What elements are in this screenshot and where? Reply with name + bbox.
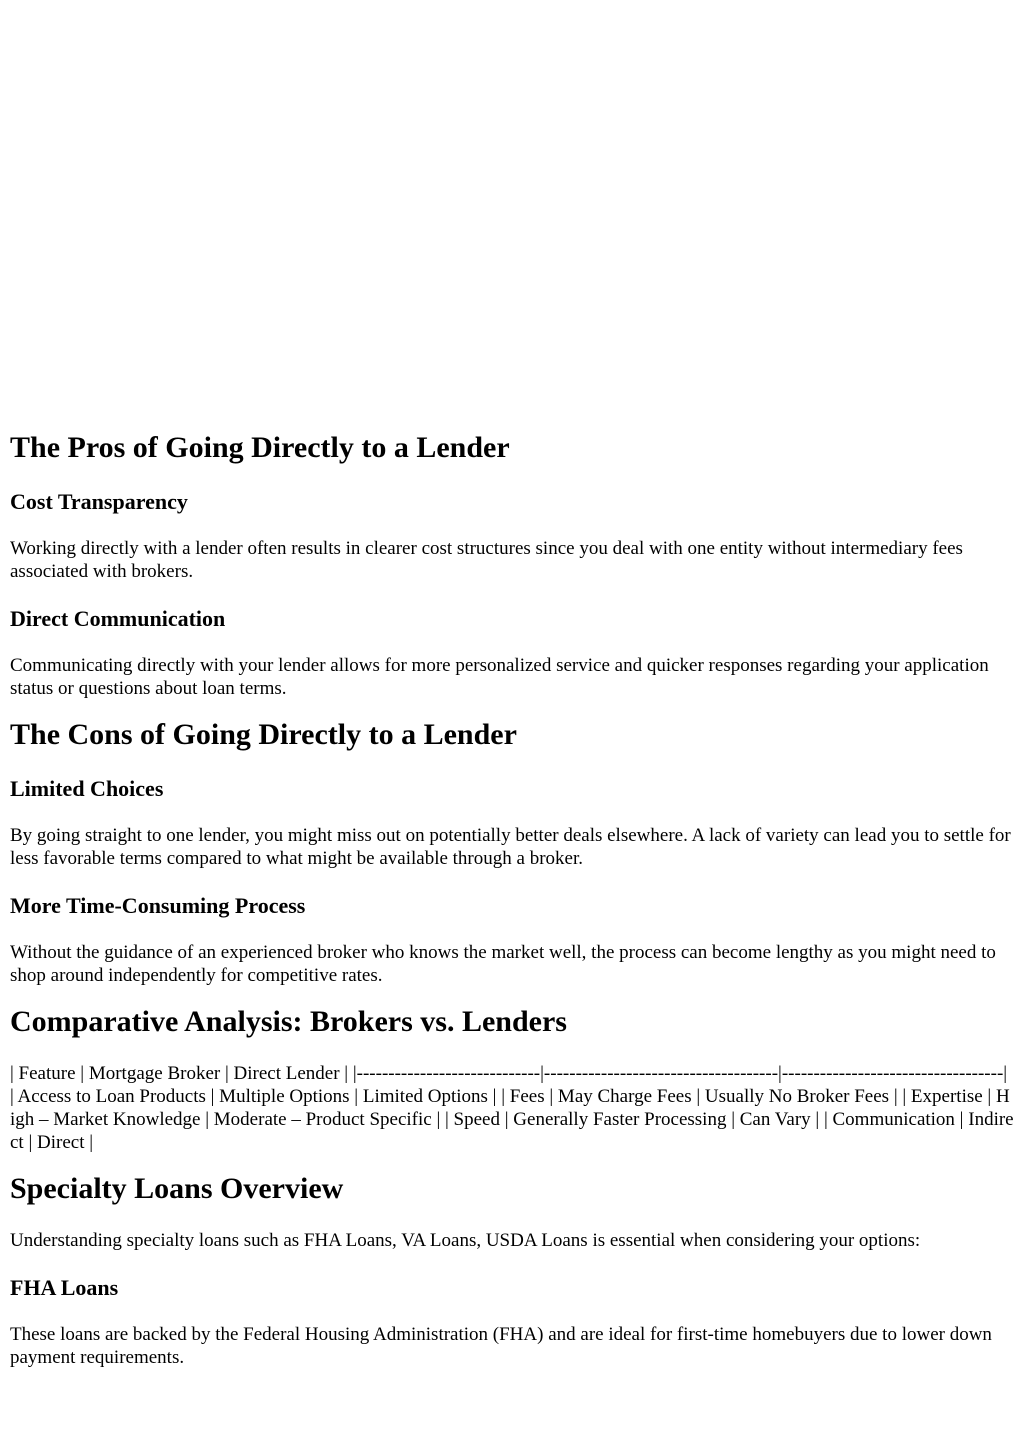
comparative-analysis-heading: Comparative Analysis: Brokers vs. Lenders: [10, 1005, 567, 1038]
comparison-table-text: | Feature | Mortgage Broker | Direct Lender | |-----------------------------|-------------------------------------|-----------------------------------| | Access to Loan Products | Multiple Options | Limited Options | | Fees | May Charge Fees | Usually No Broker Fees | | Expertise | High – Market Knowledge | Moderate – Product Specific | | Speed | Generally Faster Processing | Can Vary | | Communication | Indirect | Direct |: [10, 1063, 1014, 1153]
cons-heading: The Cons of Going Directly to a Lender: [10, 718, 517, 751]
specialty-loans-intro: Understanding specialty loans such as FHA Loans, VA Loans, USDA Loans is essential when considering your options:: [10, 1230, 921, 1251]
limited-choices-paragraph: By going straight to one lender, you might miss out on potentially better deals elsewhere. A lack of variety can lead you to settle for less favorable terms compared to what might be available through a broker.: [10, 825, 1011, 869]
specialty-loans-heading: Specialty Loans Overview: [10, 1172, 344, 1205]
pros-heading: The Pros of Going Directly to a Lender: [10, 431, 510, 464]
article-content: [0, 430, 1024, 1369]
direct-communication-paragraph: Communicating directly with your lender allows for more personalized service and quicker responses regarding your application status or questions about loan terms.: [10, 655, 989, 699]
cost-transparency-heading: Cost Transparency: [10, 489, 188, 514]
blank-banner-area: [0, 0, 1024, 430]
time-consuming-paragraph: Without the guidance of an experienced broker who knows the market well, the process can become lengthy as you might need to shop around independently for competitive rates.: [10, 942, 996, 986]
direct-communication-heading: Direct Communication: [10, 606, 226, 631]
fha-loans-heading: FHA Loans: [10, 1275, 119, 1300]
time-consuming-heading: More Time-Consuming Process: [10, 893, 306, 918]
fha-loans-paragraph: These loans are backed by the Federal Housing Administration (FHA) and are ideal for first-time homebuyers due to lower down payment requirements.: [10, 1324, 992, 1368]
limited-choices-heading: Limited Choices: [10, 776, 164, 801]
cost-transparency-paragraph: Working directly with a lender often results in clearer cost structures since you deal with one entity without intermediary fees associated with brokers.: [10, 538, 963, 582]
